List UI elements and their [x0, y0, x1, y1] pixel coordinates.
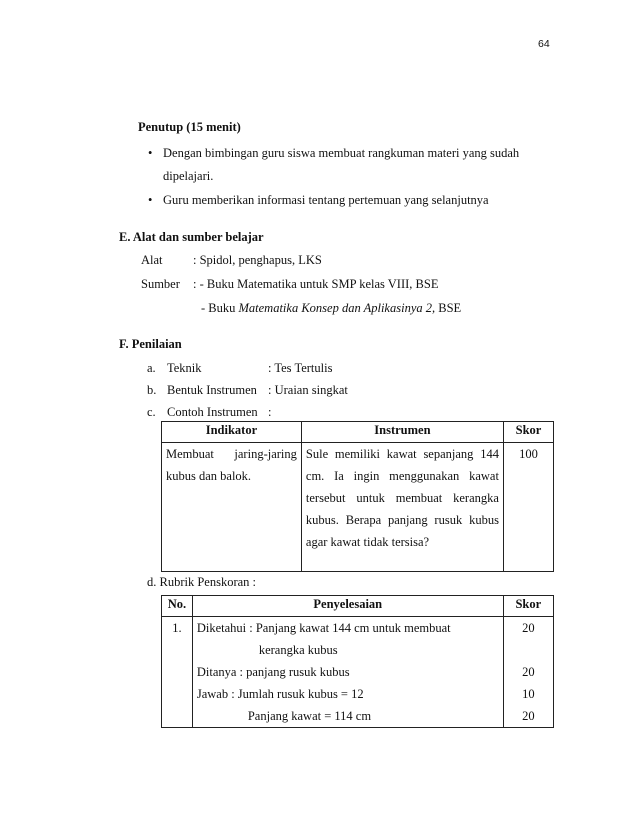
book-title: Matematika Konsep dan Aplikasinya 2, — [238, 301, 436, 315]
item-a-value: : Tes Tertulis — [268, 361, 333, 375]
score-value: 20 — [522, 665, 535, 679]
instrumen-line: Sule memiliki kawat sepanjang 144 — [305, 447, 499, 461]
penyelesaian-line: Jawab : Jumlah rusuk kubus = 12 — [196, 687, 364, 701]
indikator-line: kubus dan balok. — [166, 469, 252, 483]
instrumen-line: cm. Ia ingin menggunakan kawat — [305, 469, 499, 483]
penyelesaian-cell — [192, 617, 503, 728]
indikator-line: Membuat jaring-jaring — [166, 447, 297, 461]
rubrik-skor-cell — [503, 617, 553, 728]
item-a-letter: a. — [147, 361, 156, 375]
section-e-heading: E. Alat dan sumber belajar — [119, 230, 264, 244]
penyelesaian-line: Diketahui : Panjang kawat 144 cm untuk membuat — [196, 621, 451, 635]
score-value: 10 — [522, 687, 535, 701]
alat-value: : Spidol, penghapus, LKS — [193, 253, 322, 267]
instrument-header-row — [162, 422, 554, 443]
item-c-value: : — [268, 405, 272, 419]
item-b-value: : Uraian singkat — [268, 383, 348, 397]
item-a-label: Teknik — [167, 361, 202, 375]
sumber-value-1: : - Buku Matematika untuk SMP kelas VIII, BSE — [193, 277, 439, 291]
header-rubrik-skor: Skor — [503, 596, 553, 617]
penutup-bullet-1-line-2: dipelajari. — [163, 169, 214, 183]
header-no: No. — [162, 596, 193, 617]
instrumen-cell — [301, 443, 503, 572]
row-number: 1. — [172, 621, 182, 635]
item-c-letter: c. — [147, 405, 156, 419]
instrumen-line: tersebut untuk membuat kerangka — [305, 491, 499, 505]
header-indikator: Indikator — [162, 422, 302, 443]
rubrik-table — [161, 595, 554, 728]
indikator-cell — [162, 443, 302, 572]
skor-value: 100 — [519, 447, 538, 461]
header-skor: Skor — [503, 422, 553, 443]
section-f-heading: F. Penilaian — [119, 337, 182, 351]
penyelesaian-line: Ditanya : panjang rusuk kubus — [196, 665, 350, 679]
alat-label: Alat — [141, 253, 163, 267]
header-instrumen: Instrumen — [301, 422, 503, 443]
item-b-label: Bentuk Instrumen — [167, 383, 257, 397]
instrumen-line: agar kawat tidak tersisa? — [305, 535, 430, 549]
page-number: 64 — [538, 38, 550, 50]
header-penyelesaian: Penyelesaian — [192, 596, 503, 617]
instrument-row — [162, 443, 554, 572]
penyelesaian-line: Panjang kawat = 114 cm — [247, 709, 372, 723]
rubrik-header-row — [162, 596, 554, 617]
item-c-label: Contoh Instrumen — [167, 405, 258, 419]
rubrik-label: d. Rubrik Penskoran : — [147, 575, 257, 589]
penutup-bullet-2: • Guru memberikan informasi tentang pertemuan yang selanjutnya — [163, 193, 489, 208]
sumber-value-2: - Buku Matematika Konsep dan Aplikasinya 2, BSE — [201, 301, 462, 315]
sumber-label: Sumber — [141, 277, 180, 291]
skor-cell — [503, 443, 553, 572]
instrumen-line: kubus. Berapa panjang rusuk kubus — [305, 513, 499, 527]
penutup-bullet-1-line-1: • Dengan bimbingan guru siswa membuat rangkuman materi yang sudah — [163, 146, 519, 161]
score-value: 20 — [522, 709, 535, 723]
no-cell — [162, 617, 193, 728]
penutup-heading: Penutup (15 menit) — [138, 120, 241, 134]
penyelesaian-line: kerangka kubus — [258, 643, 338, 657]
item-b-letter: b. — [147, 383, 157, 397]
rubrik-row — [162, 617, 554, 728]
score-value: 20 — [522, 621, 535, 635]
instrument-table — [161, 421, 554, 572]
